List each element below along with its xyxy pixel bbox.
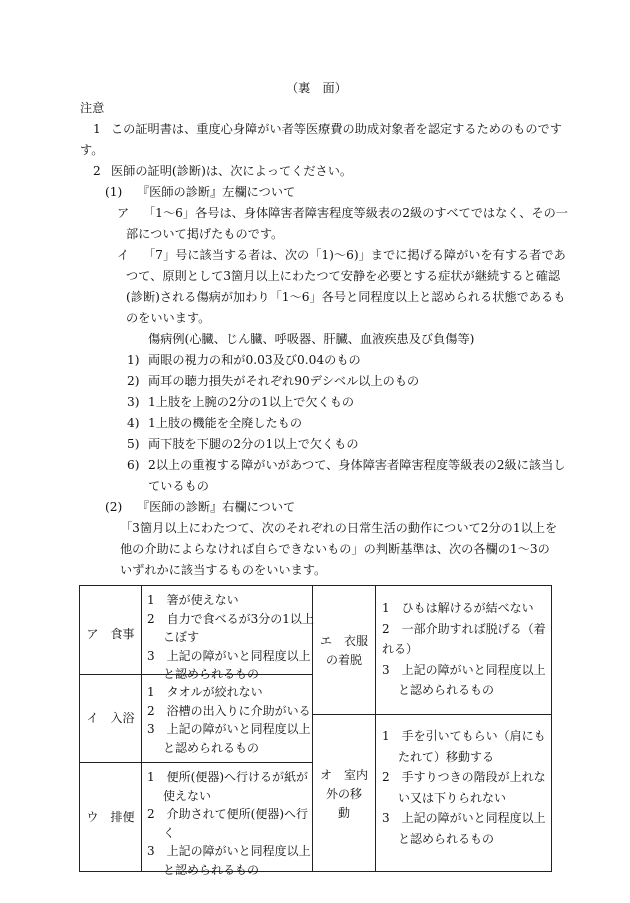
section1-line: この証明書は、重度心身障がい者等医療費の助成対象者を認定するためのものです: [111, 122, 562, 136]
item-a-line: 部について掲げたものです。: [126, 227, 284, 241]
sub2-text: 『医師の診断』右欄について: [137, 500, 296, 514]
sub1-text: 『医師の診断』左欄について: [137, 185, 296, 199]
item-i-line: のをいいます。: [126, 311, 211, 325]
item-a-line: 「1～6」各号は、身体障害者障害程度等級表の2級のすべてではなく、その一: [143, 206, 568, 220]
example-number: 3): [127, 395, 140, 409]
sub2-number: (2): [105, 500, 123, 514]
example-number: 2): [127, 374, 140, 388]
meal-criteria: 1 箸が使えない 2 自力で食べるが3分の1以上 こぼす 3 上記の障がいと同程度以上 と認められるもの: [147, 593, 314, 681]
item-i-line: つて、原則として3箇月以上にわたつて安静を必要とする症状が継続すると確認: [126, 269, 561, 283]
example-number: 4): [127, 416, 140, 430]
criteria-table: [79, 585, 552, 877]
section2-text: 医師の証明(診断)は、次によってください。: [111, 164, 353, 178]
page-title: （裏 面）: [286, 81, 347, 95]
examples-heading: 傷病例(心臓、じん臓、呼吸器、肝臓、血液疾患及び負傷等): [148, 332, 475, 346]
meal-label: ア 食事: [86, 627, 135, 641]
example-number: 5): [127, 437, 140, 451]
example-text: 1上肢を上腕の2分の1以上で欠くもの: [148, 395, 355, 409]
example-number: 6): [127, 458, 140, 472]
dress-criteria: 1 ひもは解けるが結べない 2 一部介助すれば脱げる（着 れる） 3 上記の障がいと同程度以上 と認められるもの: [382, 601, 546, 697]
example-text: ているもの: [148, 479, 209, 493]
item-i-line: (診断)される傷病が加わり「1～6」各号と同程度以上と認められる状態であるも: [126, 290, 566, 304]
example-text: 2以上の重複する障がいがあつて、身体障害者障害程度等級表の2級に該当し: [148, 458, 566, 472]
example-text: 両耳の聴力損失がそれぞれ90デシベル以上のもの: [148, 374, 420, 388]
sub2-line: 他の介助によらなければ自らできないもの」の判断基準は、次の各欄の1～3の: [120, 542, 550, 556]
move-label: オ 室内 外の移 動: [319, 768, 368, 820]
section1-line: す。: [80, 143, 104, 157]
sub2-line: 「3箇月以上にわたつて、次のそれぞれの日常生活の動作について2分の1以上を: [120, 521, 558, 535]
example-number: 1): [127, 353, 140, 367]
item-i-label: イ: [117, 248, 130, 262]
example-text: 1上肢の機能を全廃したもの: [148, 416, 303, 430]
example-text: 両眼の視力の和が0.03及び0.04のもの: [148, 353, 361, 367]
bath-label: イ 入浴: [86, 711, 135, 725]
sub1-number: (1): [105, 185, 123, 199]
section2-number: 2: [93, 164, 101, 178]
sub2-line: いずれかに該当するものをいいます。: [120, 563, 327, 577]
bath-criteria: 1 タオルが絞れない 2 浴槽の出入りに介助がいる 3 上記の障がいと同程度以上 と認められるもの: [147, 685, 311, 755]
item-i-line: 「7」号に該当する者は、次の「1)～6)」までに掲げる障がいを有する者であ: [143, 248, 566, 262]
item-a-label: ア: [117, 206, 130, 220]
toilet-label: ウ 排便: [86, 810, 135, 824]
example-text: 両下肢を下腿の2分の1以上で欠くもの: [148, 437, 359, 451]
move-criteria: 1 手を引いてもらい（肩にも たれて）移動する 2 手すりつきの階段が上れな い又は下りられない 3 上記の障がいと同程度以上 と認められるもの: [382, 729, 546, 846]
note-heading: 注意: [80, 101, 105, 115]
dress-label: エ 衣服 の着脱: [319, 634, 368, 667]
toilet-criteria: 1 便所(便器)へ行けるが紙が 使えない 2 介助されて便所(便器)へ行 く 3 上記の障がいと同程度以上 と認められるもの: [147, 770, 311, 877]
section1-number: 1: [93, 122, 101, 136]
